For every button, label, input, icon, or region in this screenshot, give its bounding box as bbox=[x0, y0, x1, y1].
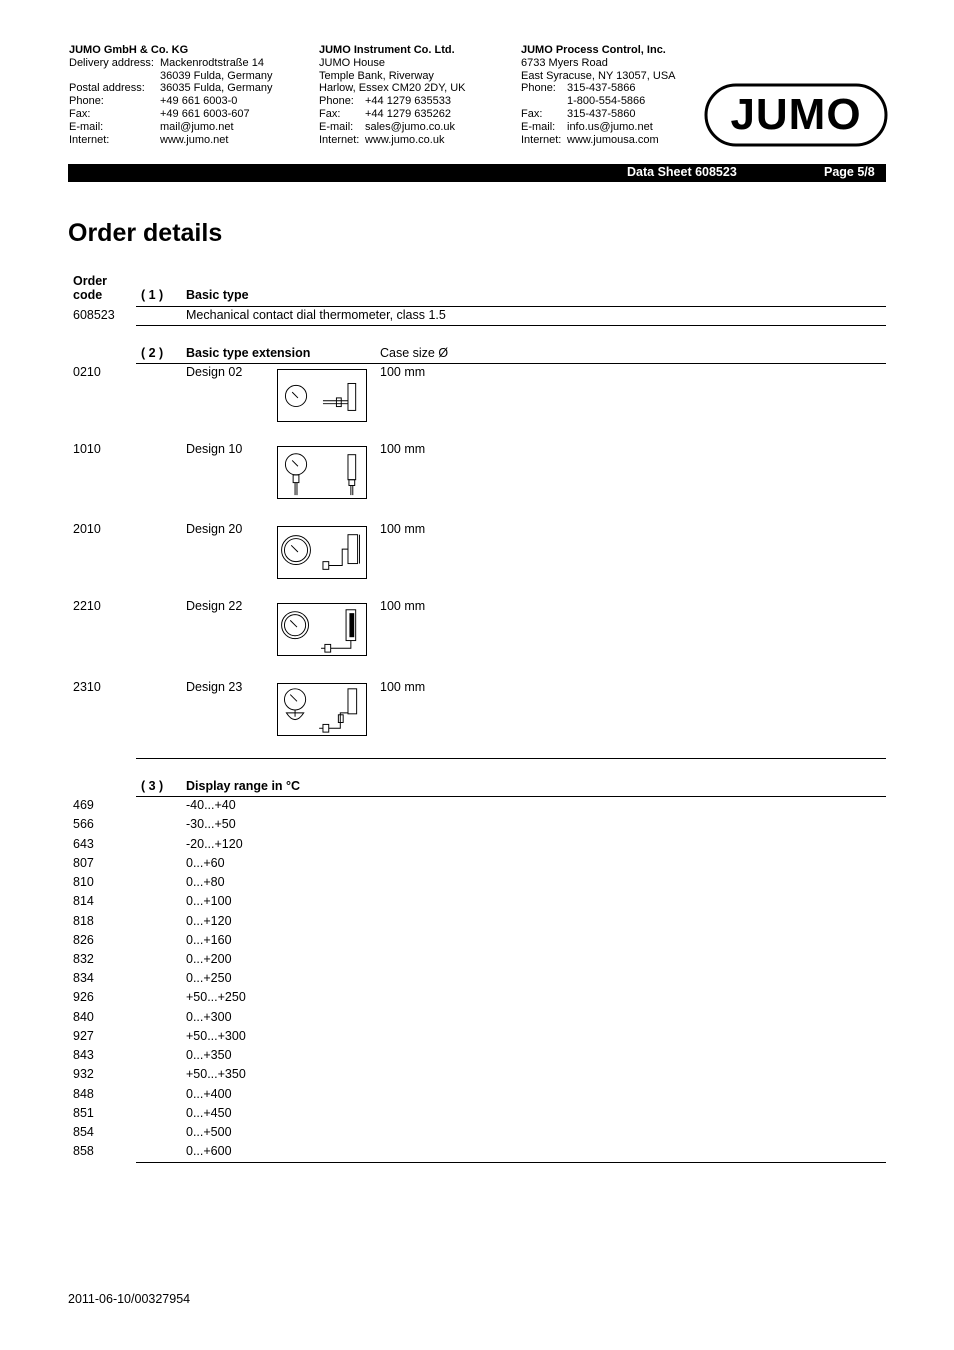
address-line: JUMO House bbox=[319, 56, 386, 69]
table-row: 840 0...+300 bbox=[73, 1010, 232, 1024]
order-code: 2310 bbox=[73, 680, 101, 694]
internet-row: Internet: www.jumo.co.uk bbox=[319, 133, 445, 146]
address-row: 36039 Fulda, Germany bbox=[160, 69, 273, 82]
order-code: 608523 bbox=[73, 308, 115, 322]
design-name: Design 20 bbox=[186, 522, 243, 536]
datasheet-number: Data Sheet 608523 bbox=[627, 165, 737, 179]
divider bbox=[136, 1162, 886, 1163]
email-row: E-mail: sales@jumo.co.uk bbox=[319, 120, 456, 133]
section-heading: Display range in °C bbox=[186, 779, 301, 793]
fax-row: Fax: 315-437-5860 bbox=[521, 107, 636, 120]
table-row: 826 0...+160 bbox=[73, 933, 232, 947]
internet-row: Internet: www.jumousa.com bbox=[521, 133, 659, 146]
fax-row: Fax: +44 1279 635262 bbox=[319, 107, 451, 120]
table-row: 843 0...+350 bbox=[73, 1048, 232, 1062]
address-row: Postal address: 36035 Fulda, Germany bbox=[69, 82, 273, 95]
order-code-header: Order code bbox=[73, 274, 108, 302]
table-row: 807 0...+60 bbox=[73, 856, 225, 870]
section-heading: Basic type extension bbox=[186, 346, 311, 360]
design-22-drawing bbox=[277, 603, 367, 656]
design-02-drawing bbox=[277, 369, 367, 422]
phone-row: Phone: +49 661 6003-0 bbox=[69, 95, 238, 108]
case-size-heading: Case size Ø bbox=[380, 346, 449, 360]
section-number: ( 1 ) bbox=[141, 288, 164, 302]
table-row: 851 0...+450 bbox=[73, 1106, 232, 1120]
phone-row: Phone: 315-437-5866 bbox=[521, 82, 636, 95]
case-size: 100 mm bbox=[380, 599, 426, 613]
fax-row: Fax: +49 661 6003-607 bbox=[69, 107, 250, 120]
page-title: Order details bbox=[68, 219, 223, 247]
table-row: 566 -30...+50 bbox=[73, 817, 236, 831]
divider bbox=[136, 325, 886, 326]
order-code: 2210 bbox=[73, 599, 101, 613]
basic-type-text: Mechanical contact dial thermometer, class 1.5 bbox=[186, 308, 446, 322]
phone-row: Phone: +44 1279 635533 bbox=[319, 95, 451, 108]
case-size: 100 mm bbox=[380, 680, 426, 694]
design-23-drawing bbox=[277, 683, 367, 736]
company-title: JUMO Instrument Co. Ltd. bbox=[319, 44, 455, 56]
address-line: 6733 Myers Road bbox=[521, 56, 608, 69]
internet-row: Internet: www.jumo.net bbox=[69, 133, 229, 146]
logo-text: JUMO bbox=[730, 90, 862, 139]
case-size: 100 mm bbox=[380, 522, 426, 536]
header-company-uk bbox=[319, 44, 466, 146]
header-company-de bbox=[69, 44, 273, 146]
table-row: 848 0...+400 bbox=[73, 1087, 232, 1101]
datasheet-bar bbox=[68, 164, 886, 182]
case-size: 100 mm bbox=[380, 365, 426, 379]
case-size: 100 mm bbox=[380, 442, 426, 456]
table-row: 832 0...+200 bbox=[73, 952, 232, 966]
design-10-drawing bbox=[277, 446, 367, 499]
phone-row: 1-800-554-5866 bbox=[567, 95, 646, 108]
jumo-logo bbox=[704, 83, 888, 147]
page-number: Page 5/8 bbox=[824, 165, 875, 179]
design-20-drawing bbox=[277, 526, 367, 579]
section-number: ( 2 ) bbox=[141, 346, 164, 360]
address-line: Harlow, Essex CM20 2DY, UK bbox=[319, 82, 466, 95]
table-row: 643 -20...+120 bbox=[73, 837, 243, 851]
order-code: 0210 bbox=[73, 365, 101, 379]
table-row: 814 0...+100 bbox=[73, 894, 232, 908]
company-title: JUMO Process Control, Inc. bbox=[521, 44, 666, 56]
company-title: JUMO GmbH & Co. KG bbox=[69, 44, 189, 56]
email-row: E-mail: info.us@jumo.net bbox=[521, 120, 653, 133]
table-row: 927 +50...+300 bbox=[73, 1029, 246, 1043]
design-name: Design 02 bbox=[186, 365, 243, 379]
table-row: 469 -40...+40 bbox=[73, 798, 236, 812]
address-line: Temple Bank, Riverway bbox=[319, 69, 434, 82]
address-row: Delivery address: Mackenrodtstraße 14 bbox=[69, 56, 264, 69]
section-number: ( 3 ) bbox=[141, 779, 164, 793]
design-name: Design 10 bbox=[186, 442, 243, 456]
document-footer: 2011-06-10/00327954 bbox=[68, 1292, 191, 1306]
section-heading: Basic type bbox=[186, 288, 249, 302]
order-code: 2010 bbox=[73, 522, 101, 536]
design-name: Design 22 bbox=[186, 599, 243, 613]
divider bbox=[136, 363, 886, 364]
divider bbox=[136, 306, 886, 307]
header-company-us bbox=[521, 44, 676, 146]
table-row: 926 +50...+250 bbox=[73, 990, 246, 1004]
table-row: 854 0...+500 bbox=[73, 1125, 232, 1139]
table-row: 932 +50...+350 bbox=[73, 1067, 246, 1081]
table-row: 818 0...+120 bbox=[73, 914, 232, 928]
design-name: Design 23 bbox=[186, 680, 243, 694]
order-code: 1010 bbox=[73, 442, 101, 456]
table-row: 858 0...+600 bbox=[73, 1144, 232, 1158]
divider bbox=[136, 796, 886, 797]
address-line: East Syracuse, NY 13057, USA bbox=[521, 69, 676, 82]
table-row: 810 0...+80 bbox=[73, 875, 225, 889]
email-row: E-mail: mail@jumo.net bbox=[69, 120, 234, 133]
table-row: 834 0...+250 bbox=[73, 971, 232, 985]
divider bbox=[136, 758, 886, 759]
